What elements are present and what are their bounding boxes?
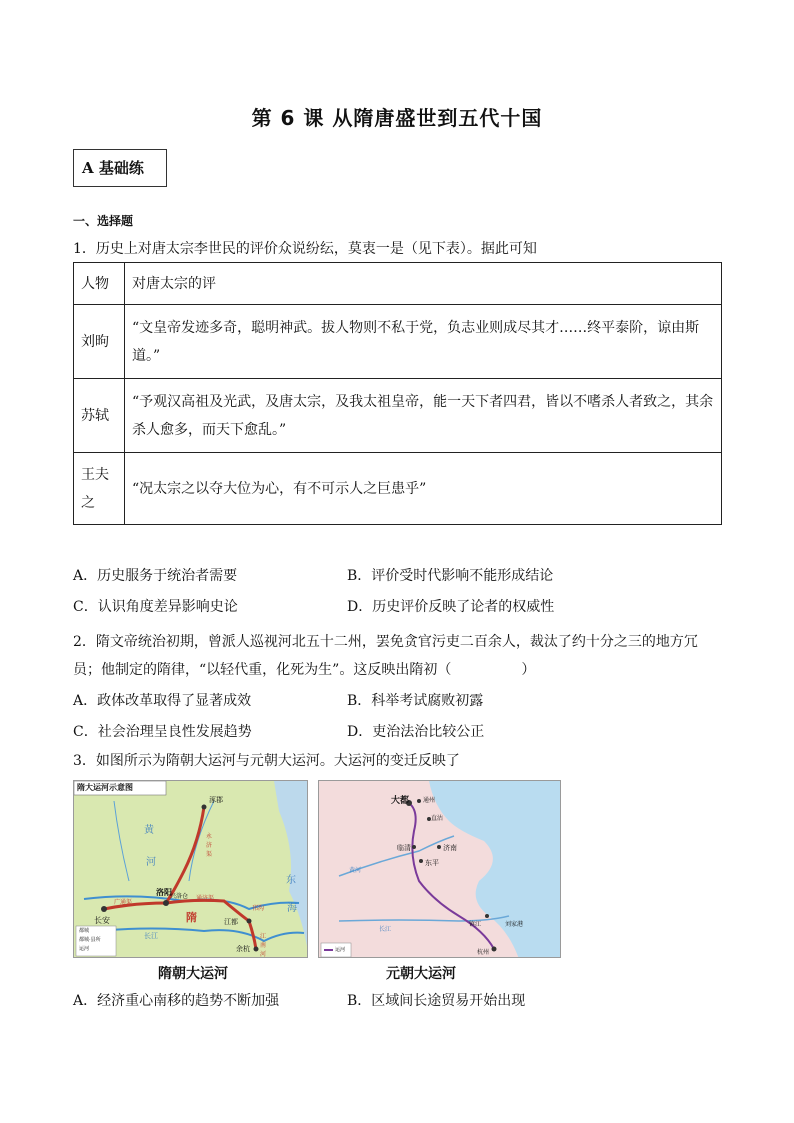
label-canal4: 邗沟 bbox=[252, 905, 265, 912]
label-dadu: 大都 bbox=[391, 796, 410, 806]
yuhang-dot bbox=[254, 947, 259, 952]
label-dongping: 东平 bbox=[425, 859, 439, 867]
label-sea1: 东 bbox=[286, 875, 296, 886]
question-1-stem: 1．历史上对唐太宗李世民的评价众说纷纭，莫衷一是（见下表）。据此可知 bbox=[73, 241, 537, 257]
table-cell-quote: “予观汉高祖及光武，及唐太宗，及我太祖皇帝，能一天下者四君，皆以不嗜杀人者致之，其余杀人愈多，而天下愈乱。” bbox=[125, 379, 722, 453]
label-tongzhou: 通州 bbox=[423, 797, 436, 804]
table-row bbox=[74, 453, 722, 525]
table-row bbox=[74, 379, 722, 453]
legend-item: 都城·县所 bbox=[79, 937, 101, 943]
label-changjiang-yuan: 长江 bbox=[379, 926, 392, 933]
question-1-option-d[interactable]: D．历史评价反映了论者的权威性 bbox=[347, 599, 555, 615]
page-title: 第 6 课 从隋唐盛世到五代十国 bbox=[251, 106, 543, 130]
question-2-stem: 2．隋文帝统治初期，曾派人巡视河北五十二州，罢免贪官污吏二百余人，裁汰了约十分之三的地方冗员；他制定的隋律，“以轻代重，化死为生”。这反映出隋初（ ） bbox=[73, 634, 698, 678]
legend-item: 运河 bbox=[79, 946, 90, 952]
label-hangzhou: 杭州 bbox=[477, 949, 490, 956]
label-changjiang: 长江 bbox=[144, 932, 158, 940]
label-sea2: 海 bbox=[287, 903, 297, 914]
map-legend-item: 运河 bbox=[335, 947, 346, 953]
label-canal3: 广通渠 bbox=[114, 899, 133, 906]
label-zhuojun: 涿郡 bbox=[209, 796, 223, 804]
yuan-canal-map bbox=[318, 780, 561, 958]
label-sui: 隋 bbox=[186, 911, 197, 924]
map-legend bbox=[79, 927, 101, 954]
sui-canal-map bbox=[73, 780, 308, 958]
table-cell-quote: “况太宗之以夺大位为心，有不可示人之巨患乎” bbox=[125, 453, 722, 525]
jiangdu-dot bbox=[247, 919, 252, 924]
yuan-map-caption: 元朝大运河 bbox=[386, 966, 456, 982]
table-cell-person: 刘昫 bbox=[74, 305, 125, 379]
question-2-option-b[interactable]: B．科举考试腐败初露 bbox=[347, 693, 484, 709]
question-3-option-a[interactable]: A．经济重心南移的趋势不断加强 bbox=[73, 993, 280, 1009]
zhuojun-dot bbox=[202, 805, 207, 810]
table-header-cell: 人物 bbox=[74, 263, 125, 305]
question-1-option-c[interactable]: C．认识角度差异影响史论 bbox=[73, 599, 238, 615]
label-yuhang: 余杭 bbox=[236, 945, 250, 953]
label-canal2: 通济渠 bbox=[196, 895, 215, 902]
label-luoyang: 洛阳 bbox=[156, 887, 172, 897]
table-cell-person: 苏轼 bbox=[74, 379, 125, 453]
label-canal5: 江南河 bbox=[260, 933, 267, 958]
label-xingluocang: 兴洛仓 bbox=[170, 893, 189, 900]
label-linqing: 临清 bbox=[397, 844, 411, 852]
level-badge: A 基础练 bbox=[73, 149, 167, 187]
table-row bbox=[74, 305, 722, 379]
changan-dot bbox=[101, 906, 107, 912]
question-2-option-a[interactable]: A．政体改革取得了显著成效 bbox=[73, 693, 252, 709]
label-dongpu: 刘家港 bbox=[505, 921, 524, 928]
label-zhenjiang: 镇江 bbox=[469, 921, 482, 928]
map-title: 隋大运河示意图 bbox=[77, 782, 133, 792]
table-row bbox=[74, 263, 722, 305]
label-huanghe: 黄河 bbox=[349, 867, 362, 874]
question-1-option-b[interactable]: B．评价受时代影响不能形成结论 bbox=[347, 568, 554, 584]
section-heading: 一、选择题 bbox=[73, 214, 134, 228]
question-2-option-d[interactable]: D．吏治法治比较公正 bbox=[347, 724, 485, 740]
luoyang-dot bbox=[163, 900, 169, 906]
question-1-option-a[interactable]: A．历史服务于统治者需要 bbox=[73, 568, 238, 584]
sui-map-caption: 隋朝大运河 bbox=[158, 966, 228, 982]
label-canal1: 永济渠 bbox=[206, 833, 213, 858]
question-3-option-b[interactable]: B．区域间长途贸易开始出现 bbox=[347, 993, 526, 1009]
label-river1: 黄 bbox=[144, 825, 154, 836]
label-jiangdu: 江都 bbox=[224, 918, 238, 926]
table-header-cell: 对唐太宗的评 bbox=[125, 263, 722, 305]
label-changan: 长安 bbox=[94, 916, 110, 925]
question-1-table bbox=[73, 262, 722, 525]
label-zhigu: 直沽 bbox=[431, 815, 444, 822]
label-river2: 河 bbox=[146, 857, 156, 868]
label-jinan: 济南 bbox=[443, 844, 457, 852]
question-3-stem: 3．如图所示为隋朝大运河与元朝大运河。大运河的变迁反映了 bbox=[73, 753, 460, 769]
legend-item: 都城 bbox=[79, 928, 90, 934]
table-cell-person: 王夫之 bbox=[74, 453, 125, 525]
table-cell-quote: “文皇帝发迹多奇，聪明神武。拔人物则不私于党，负志业则成尽其才……终平泰阶，谅由斯道。” bbox=[125, 305, 722, 379]
question-2-option-c[interactable]: C．社会治理呈良性发展趋势 bbox=[73, 724, 252, 740]
